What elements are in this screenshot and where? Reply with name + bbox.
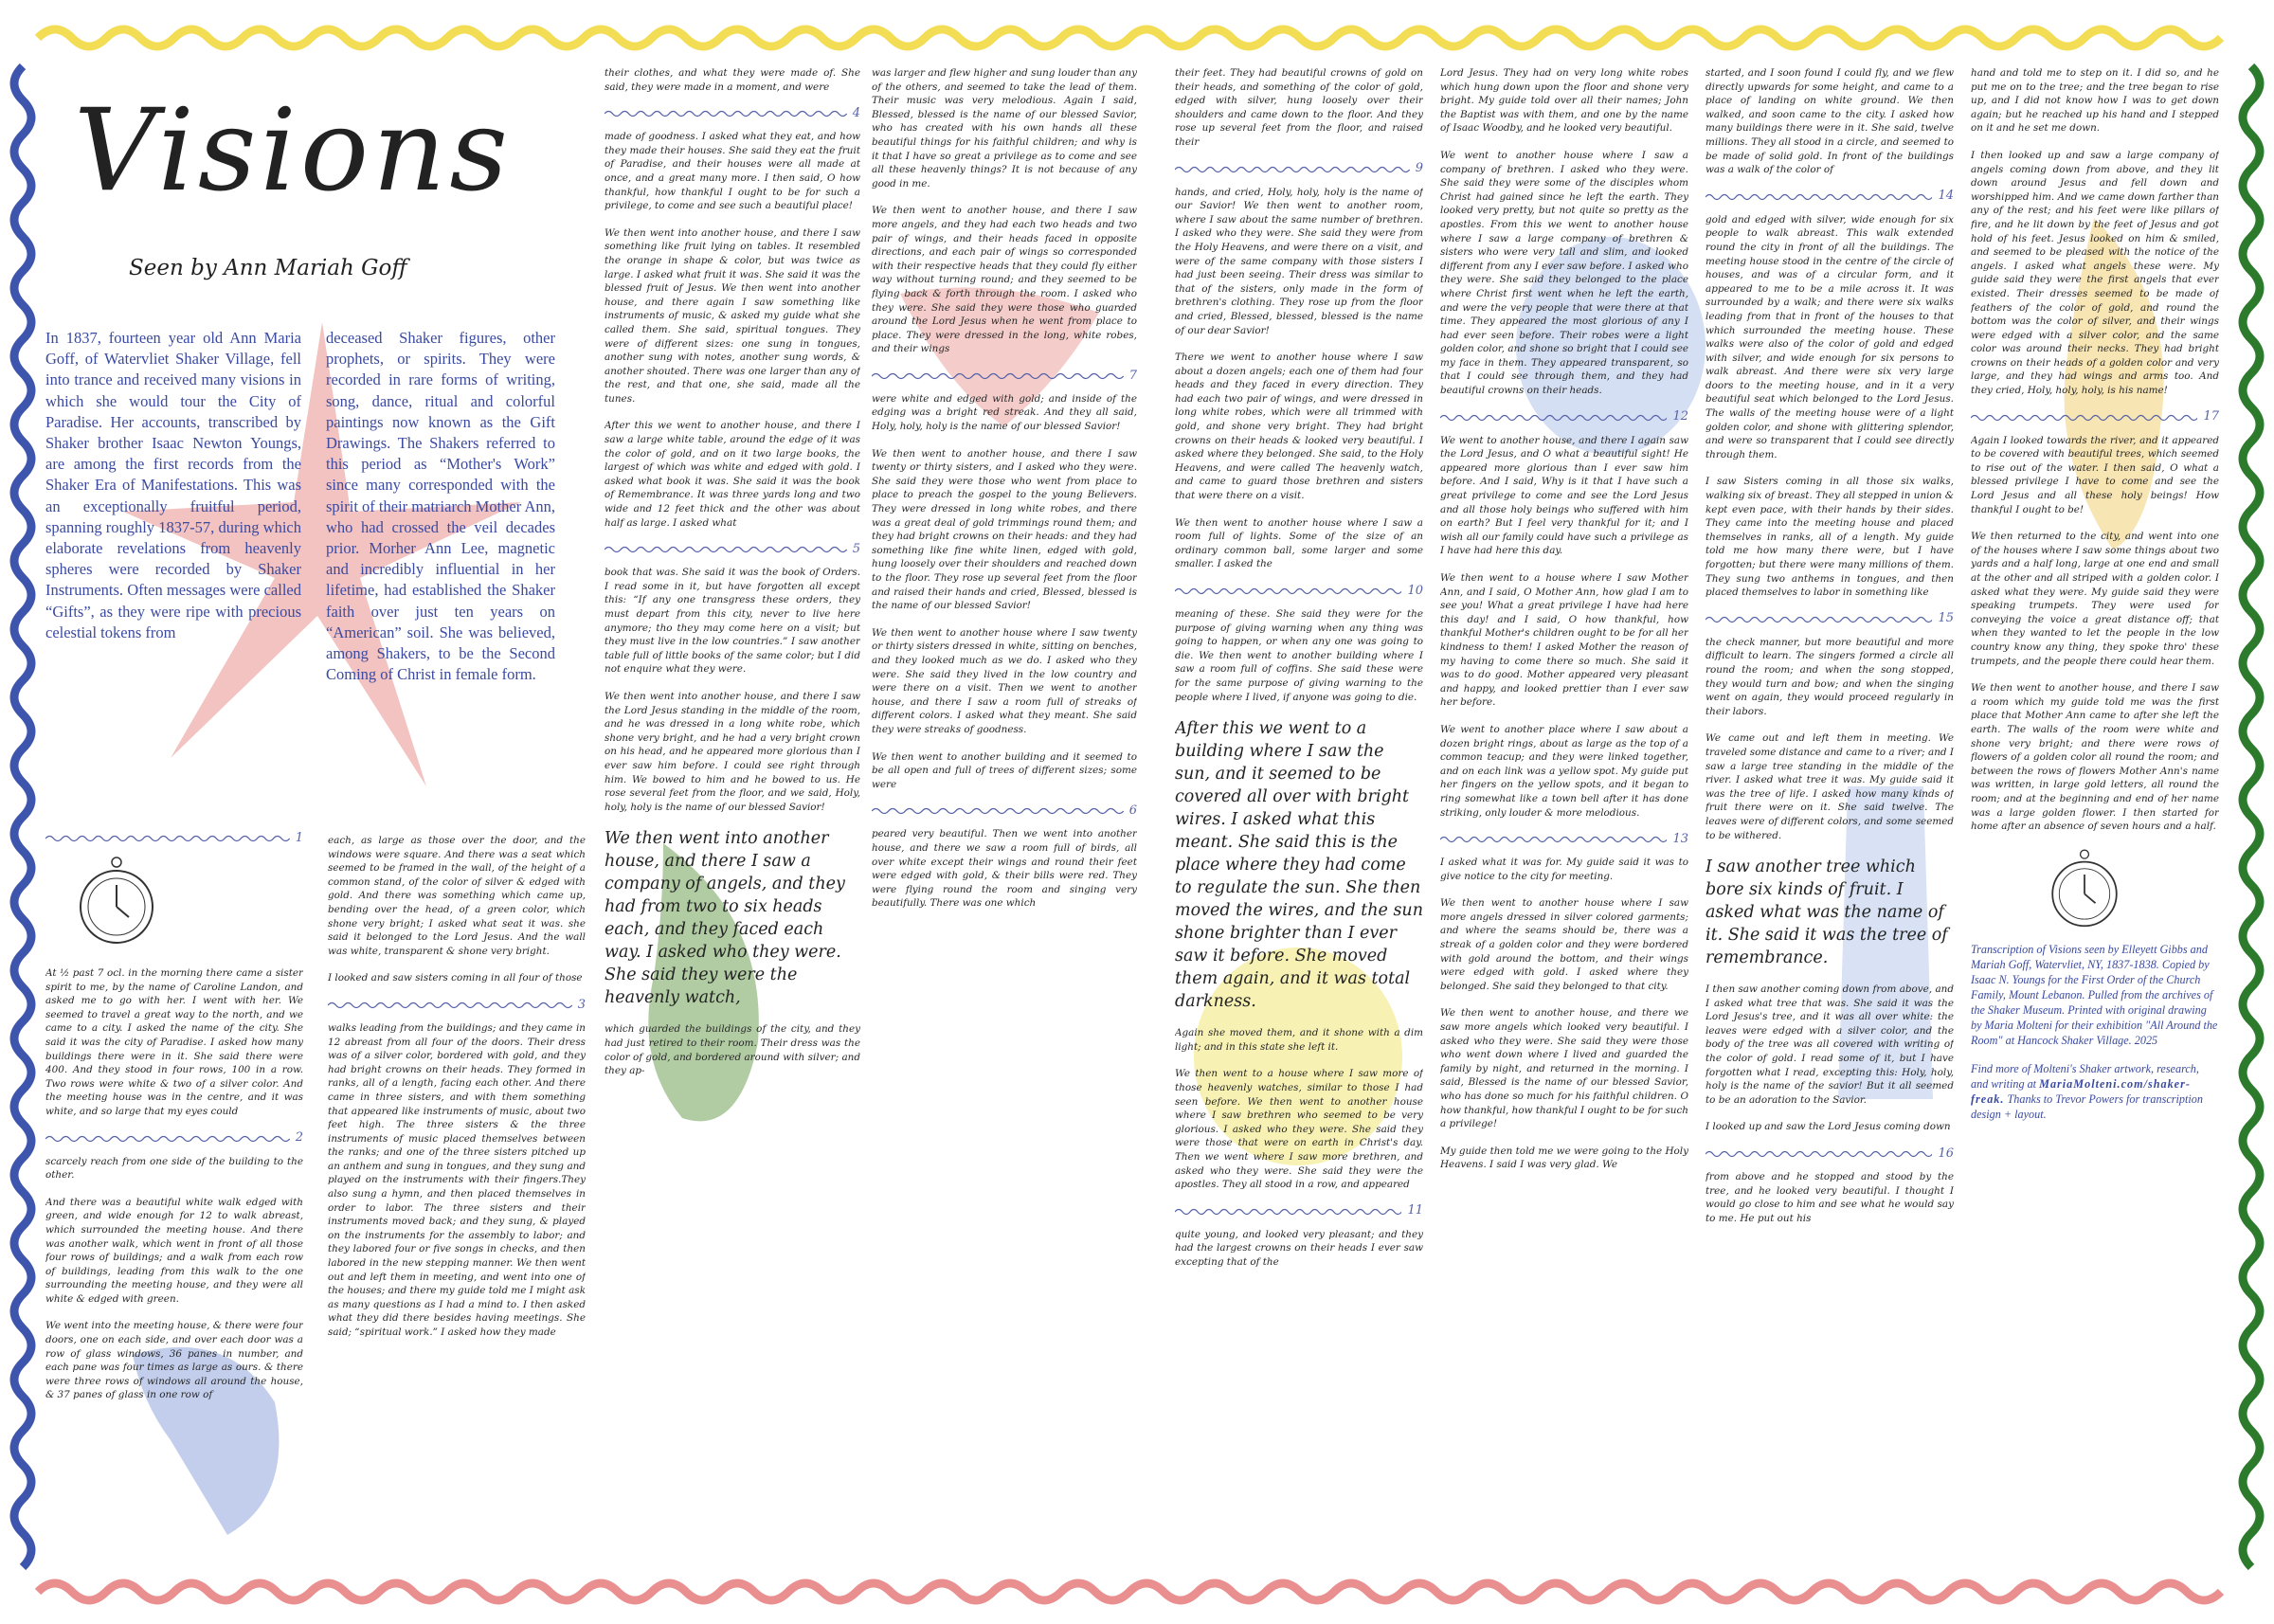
section-number: 16 bbox=[1938, 1146, 1954, 1161]
section-divider bbox=[1175, 163, 1423, 176]
intro-right: deceased Shaker figures, other prophets, or spirits. They were recorded in rare forms of writing, song, dance, ritual and colorful paintings now known as the Gift Drawings. The Shakers referred to this period as “Mother's Work” since many corresponded with the spirit of their matriarch Mother Ann, who had crossed the veil decades prior. Morher Ann Lee, magnetic and incredibly influential in her lifetime, had established the Shaker faith over just ten years on “American” soil. She was believed, among Shakers, to be the Second Coming of Christ in female form. bbox=[326, 329, 555, 684]
text-paragraph: I asked what it was for. My guide said it was to give notice to the city for meeting. bbox=[1440, 857, 1688, 882]
text-paragraph: We then went to another house, and there I saw twenty or thirty sisters, and I asked who they were. She said they were those who went from place to place to preach the gospel to the young Believers. They were dressed in long white robes, and there was a great deal of gold trimmings round them; and they had bright crowns on their heads: and they had something like fine white linen, edged with gold, hung loosely over their shoulders and reached down to the floor. They rose up several feet from the floor and raised their hands and cried, Blessed, blessed is the name of our blessed Savior! bbox=[872, 447, 1137, 612]
text-paragraph: And there was a beautiful white walk edged with green, and wide enough for 12 to walk abreast, which surrounded the meeting house. And there was another walk, which went in front of all those four rows of buildings; and a walk from each row of buildings, leading from this walk to the one surrounding the meeting house, and they were all white & edged with green. bbox=[45, 1196, 303, 1305]
squiggle-rule bbox=[872, 806, 1124, 816]
section-divider bbox=[1706, 613, 1954, 626]
text-paragraph: from above and he stopped and stood by the tree, and he looked very beautiful. I thought I would go close to him and see what he would say to me. He put out his bbox=[1706, 1171, 1954, 1224]
text-paragraph: After this we went to another house, and there I saw a large white table, around the edge of it was the color of gold, and on it two large books, the largest of which was white and edged with gold. I asked what book it was. She said it was the book of Remembrance. It was three yards long and two wide and 12 feet thick and the other was about half as large. I asked what bbox=[605, 420, 860, 529]
section-divider bbox=[872, 370, 1137, 383]
colophon-text: Pulled from the archives of the Shaker Museum. Printed with original drawing by Maria Molteni for their exhibition "All Around the Room" at Hancock Shaker Village. 2025 bbox=[1971, 987, 2218, 1047]
text-paragraph: book that was. She said it was the book of Orders. I read some in it, but have forgotten all except this: “If any one transgress these orders, they must depart from this city, never to live here anymore; tho they may come here on a visit; but they must live in the low countries.” I saw another table full of little books of the same color; but I did not enquire what they were. bbox=[605, 567, 860, 676]
section-number: 1 bbox=[295, 830, 303, 845]
clock-icon bbox=[2047, 847, 2122, 932]
colophon bbox=[1971, 942, 2219, 1122]
squiggle-rule bbox=[1706, 615, 1932, 624]
squiggle-rule bbox=[328, 1001, 572, 1010]
text-paragraph: were white and edged with gold; and inside of the edging was a bright red streak. And they all said, Holy, holy, holy is the name of our blessed Savior! bbox=[872, 392, 1137, 433]
section-number: 2 bbox=[295, 1130, 303, 1146]
column-3 bbox=[605, 66, 860, 1559]
squiggle-rule bbox=[45, 1134, 290, 1144]
text-paragraph: We then went to another house where I saw twenty or thirty sisters dressed in white, sitting on benches, and they looked much as we do. I asked who they were. She said they lived in the low country and were there on a visit. Then we went to another house, and there I saw a room full of streaks of different colors. I asked what they meant. She said they were streaks of goodness. bbox=[872, 626, 1137, 735]
text-paragraph: We then went to another building and it seemed to be all open and full of trees of different sizes; some were bbox=[872, 750, 1137, 790]
text-paragraph: There we went to another house where I saw about a dozen angels; each one of them had four heads and they faced in every direction. They had each two pair of wings, and were dressed in long white robes, which were all trimmed with gold, and shone very bright. They had bright crowns on their heads & looked very beautiful. I asked where they belonged. She said, to the Holy Heavens, and were called The heavenly watch, and came to guard those brethren and sisters that were there on a visit. bbox=[1175, 352, 1423, 502]
bottom-wave-border bbox=[38, 1583, 2221, 1600]
text-paragraph: gold and edged with silver, wide enough for six people to walk abreast. This walk extended round the city in front of all the buildings. The meeting house stood in the centre of the circle of houses, and was of a circular form, and it appeared to me to be a mile across it. It was surrounded by a walk; and there were six walks leading from that in front of the houses to that which surrounded the meeting house. These walks were also of the color of gold and edged with silver, and wide enough for six persons to walk abreast. And there were six very large doors to the meeting house, and in it a very beautiful seat which belonged to the Lord Jesus. The walls of the meeting house were of a light golden color, and shone with glittering splendor, and were so transparent that I could see directly through them. bbox=[1706, 213, 1954, 460]
text-paragraph: We went into the meeting house, & there were four doors, one on each side, and over each door was a row of glass windows, 36 panes in number, and each pane was four times as large as ours. & there were three rows of windows all around the house, & 37 panes of glass in one row of bbox=[45, 1320, 303, 1401]
column-8 bbox=[1971, 66, 2219, 1559]
text-paragraph: We then went into another house, and there I saw the Lord Jesus standing in the middle of the room, and he was dressed in a long white robe, which shone very bright, and he had a very bright crown on his head, and he appeared more glorious than I ever saw him before. I could see right through him. We bowed to him and he bowed to us. He rose several feet from the floor, and we said, Holy, holy, holy is the name of our blessed Savior! bbox=[605, 690, 860, 813]
left-wave-border bbox=[14, 66, 31, 1567]
section-divider bbox=[45, 832, 303, 845]
squiggle-rule bbox=[1175, 586, 1401, 596]
section-divider bbox=[1440, 411, 1688, 424]
pull-quote: After this we went to a building where I saw the sun, and it seemed to be covered all over with bright wires. I asked what this meant. She said this is the place where they had come to regulate the sun. She then moved the wires, and the sun shone brighter than I ever saw it before. She moved them again, and it was total darkness. bbox=[1175, 719, 1423, 1012]
text-paragraph: We then went into another house, and there I saw something like fruit lying on tables. It resembled the orange in shape & color, but was twice as large. I asked what fruit it was. She said it was the blessed fruit of Jesus. We then went into another house, and there again I saw something like instruments of music, & asked my guide what she called them. She said, spiritual tongues. They were of different sizes: one sung in tongues, another sung with notes, another sung words, & another shouted. There was one larger than any of the rest, and that one, she said, made all the tunes. bbox=[605, 226, 860, 405]
squiggle-rule bbox=[1706, 1149, 1932, 1159]
text-paragraph: their feet. They had beautiful crowns of gold on their heads, and something of the color of gold, edged with silver, hung loosely over their shoulders and came down to the floor. And they rose up several feet from the floor, and raised their bbox=[1175, 67, 1423, 148]
text-paragraph: scarcely reach from one side of the building to the other. bbox=[45, 1155, 303, 1182]
section-divider bbox=[1175, 1205, 1423, 1218]
text-paragraph: My guide then told me we were going to the Holy Heavens. I said I was very glad. We bbox=[1440, 1145, 1688, 1171]
text-paragraph: made of goodness. I asked what they eat, and how they made their houses. She said they eat the fruit of Paradise, and their houses were all made at once, and a great many more. I then said, O how thankful, how thankful I ought to be for such a privilege, to come and see such a beautiful place! bbox=[605, 131, 860, 212]
squiggle-rule bbox=[1175, 165, 1410, 174]
text-paragraph: walks leading from the buildings; and they came in 12 abreast from all four of the doors. Their dress was of a silver color, bordered with gold, and they had bright crowns on their heads. They formed in ranks, all of a length, facing each other. And there came in three sisters, and with them something that appeared like instruments of music, about two feet high. The three sisters & the three instruments of music placed themselves between the ranks; and one of the three sisters pitched up an anthem and sung in tongues, and they sung and played on the instruments with their fingers.They also sung a hymn, and then placed themselves in order to labor. The three sisters and their instruments moved back; and they sung, & played on the instruments for the assembly to labor; and they labored four or five songs in checks, and then labored in the new stepping manner. We then went out and left them in meeting, and went into one of the houses; and there my guide told me I might ask as many questions as I had a mind to. I then asked what they did there besides having meetings. She said; “spiritual work.” I asked how they made bbox=[328, 1021, 586, 1338]
pull-quote: I saw another tree which bore six kinds of fruit. I asked what was the name of it. She said it was the tree of remembrance. bbox=[1706, 857, 1948, 968]
column-1 bbox=[45, 824, 303, 1559]
section-number: 12 bbox=[1672, 409, 1688, 424]
section-number: 17 bbox=[2203, 409, 2219, 424]
column-4 bbox=[872, 66, 1137, 1559]
text-paragraph: I looked and saw sisters coming in all four of those bbox=[328, 972, 583, 984]
page-subtitle: Seen by Ann Mariah Goff bbox=[129, 256, 407, 280]
right-page bbox=[1175, 66, 2229, 1559]
text-paragraph: started, and I soon found I could fly, and we flew directly upwards for some height, and came to a place of landing on white ground. We then walked, and soon came to the city. I asked how many buildings there were in it. She said, twelve millions. They all stood in a circle, and seemed to be made of solid gold. In front of the buildings was a walk of the color of bbox=[1706, 67, 1954, 176]
top-wave-border bbox=[38, 29, 2221, 46]
text-paragraph: We then went to another house where I saw a room full of lights. Some of the size of an ordinary common ball, some larger and some smaller. I asked the bbox=[1175, 516, 1423, 570]
text-paragraph: Lord Jesus. They had on very long white robes which hung down upon the floor and shone very bright. My guide told over all their names; John the Baptist was with them, and one by the name of Isaac Woodby, and he looked very beautiful. bbox=[1440, 67, 1688, 135]
section-number: 11 bbox=[1407, 1203, 1423, 1218]
squiggle-rule bbox=[1706, 192, 1932, 202]
column-7 bbox=[1706, 66, 1954, 1559]
section-number: 14 bbox=[1938, 189, 1954, 204]
section-divider bbox=[1440, 833, 1688, 846]
clock-icon bbox=[74, 855, 159, 949]
section-number: 6 bbox=[1128, 803, 1137, 819]
section-divider bbox=[872, 804, 1137, 818]
page-title: Visions bbox=[74, 85, 513, 217]
text-paragraph: We then returned to the city, and went into one of the houses where I saw some things about two yards and a half long, large at one end and small at the other and all striped with a golden color. I asked what they were. My guide said they were speaking trumpets. They were used for conveying the voice a great distance off; that when they wanted to let the people in the low country know any thing, they spoke thro' these trumpets, and the people there could hear them. bbox=[1971, 531, 2219, 667]
text-paragraph: We then went to another house, and there I saw more angels, and they had each two heads and two pair of wings, and their heads faced in opposite directions, and each pair of wings so corresponded with their respective heads that they could fly either way without turning round; and they seemed to be flying back & forth through the room. I asked who they were. She said they were those who guarded around the Lord Jesus when he went from place to place. They were dressed in the long, white robes, and their wings bbox=[872, 205, 1137, 355]
section-number: 10 bbox=[1407, 583, 1423, 598]
section-divider bbox=[605, 107, 860, 120]
section-number: 13 bbox=[1672, 831, 1688, 846]
pull-quote: We then went into another house, and there I saw a company of angels, and they had from two to six heads each, and they faced each way. I asked who they were. She said they were the heavenly watch, bbox=[605, 829, 845, 1008]
squiggle-rule bbox=[1971, 413, 2197, 423]
colophon-text: Transcription of bbox=[1971, 942, 2048, 956]
column-2 bbox=[328, 834, 586, 1559]
text-paragraph: We then went to a house where I saw Mother Ann, and I said, O Mother Ann, how glad I am to see you! What a great privilege I have had here this day! and I said, O how thankful, how thankful Mother's children ought to be for all her kindness to them! I asked Mother the reason of my having to come there so much. She said it was to do good. Mother appeared very pleasant and happy, and looked prettier than I ever saw her before. bbox=[1440, 572, 1688, 709]
text-paragraph: We then went to another house, and there we saw more angels which looked very beautiful. I asked who they were. She said they were those who went down where I lived and guarded the family by night, and returned in the morning. I said, Blessed is the name of our blessed Savior, who has done so much for his faithful children. O how thankful, how thankful I ought to be for such a privilege! bbox=[1440, 1007, 1688, 1130]
section-divider bbox=[1706, 1147, 1954, 1161]
text-paragraph: We came out and left them in meeting. We traveled some distance and came to a river; and I saw a large tree standing in the middle of the river. I asked what tree it was. My guide said it was the tree of life. I asked how many kinds of fruit there were on it. She said twelve. The leaves were of different colors, and some seemed to be withered. bbox=[1706, 732, 1954, 841]
section-divider bbox=[45, 1132, 303, 1146]
section-number: 3 bbox=[577, 997, 586, 1012]
text-paragraph: each, as large as those over the door, and the windows were square. And there was a seat which seemed to be framed in the wall, of the height of a common stand, of the color of silver & edged with gold. And there was something which came up, bending over the head, of a green color, which shone very bright; I asked what seat it was. she said it belonged to the Lord Jesus. And the wall was white, transparent & shone very bright. bbox=[328, 835, 586, 957]
text-paragraph: hand and told me to step on it. I did so, and he put me on to the tree; and the tree began to rise up, and I did not know how I was to get down again; but he reached up his hand and I stepped on it and he set me down. bbox=[1971, 67, 2219, 135]
text-paragraph: At ½ past 7 ocl. in the morning there came a sister spirit to me, by the name of Caroline Landon, and asked me to go with her. I went with her. We seemed to travel a great way to the north, and we came to a city. I asked the name of the city. She said it was the city of Paradise. I asked how many buildings there were in it. She said there were 400. And they stood in four rows, 100 in a row. Two rows were white & two of a silver color. And the meeting house was in the centre, and it was white, and so large that my eyes could bbox=[45, 967, 303, 1117]
squiggle-rule bbox=[872, 371, 1124, 381]
text-paragraph: their clothes, and what they were made of. She said, they were made in a moment, and were bbox=[605, 67, 860, 93]
text-paragraph: peared very beautiful. Then we went into another house, and there we saw a room full of birds, all over white except their wings and round their feet were edged with gold, & their bills were red. They were flying round the room and singing very beautifully. There was one which bbox=[872, 828, 1137, 910]
colophon-transcription bbox=[1971, 942, 2219, 1048]
intro-left: In 1837, fourteen year old Ann Maria Goff, of Watervliet Shaker Village, fell into trance and received many visions in which she would tour the City of Paradise. Her accounts, transcribed by Shaker brother Isaac Newton Youngs, are among the first records from the Shaker Era of Manifestations. This was an exceptionally fruitful period, spanning roughly 1837-57, during which elaborate revelations from heavenly spheres were recorded by Shaker Instruments. Often messages were called “Gifts”, as they were ripe with precious celestial tokens from bbox=[45, 329, 301, 641]
section-number: 9 bbox=[1415, 161, 1423, 176]
section-number: 7 bbox=[1128, 368, 1137, 383]
text-paragraph: I looked up and saw the Lord Jesus coming down bbox=[1706, 1121, 1951, 1133]
squiggle-rule bbox=[605, 545, 847, 554]
section-divider bbox=[605, 543, 860, 556]
section-number: 15 bbox=[1938, 611, 1954, 626]
text-paragraph: meaning of these. She said they were for the purpose of giving warning when any thing was going to happen, or when any one was going to die. We then went to another building where I saw a room full of coffins. She said these were for the same purpose of giving warning to the people where I lived, if anyone was going to die. bbox=[1175, 608, 1423, 703]
text-paragraph: I saw Sisters coming in all those six walks, walking six of breast. They all stepped in union & kept even pace, with their hands by their sides. They came into the meeting house and placed themselves in ranks, all of a length. My guide told me how many there were, but I have forgotten; but there were many millions of them. They sung two anthems in tongues, and then placed themselves to labor in something like bbox=[1706, 476, 1954, 599]
section-divider bbox=[1175, 585, 1423, 598]
section-divider bbox=[1971, 411, 2219, 424]
text-paragraph: We then went to a house where I saw more of those heavenly watches, similar to those I had seen before. We then went to another house where I saw brethren who seemed to be very glorious. I asked who they were. She said they were those that were on earth in Christ's day. Then we went where I saw more brethren, and asked who they were. She said they were the apostles. They all stood in a row, and appeared bbox=[1175, 1068, 1423, 1191]
squiggle-rule bbox=[605, 109, 847, 118]
colophon-text: Thanks to Trevor Powers for transcription design + layout. bbox=[1971, 1092, 2203, 1121]
text-paragraph: Again I looked towards the river, and it appeared to be covered with beautiful trees, which seemed to rise out of the water. I then said, O what a blessed privilege I have to come and see the Lord Jesus and all these holy beings! How thankful I ought to be! bbox=[1971, 434, 2219, 515]
text-paragraph: the check manner, but more beautiful and more difficult to learn. The singers formed a circle all round the room; and when the song stopped, they would turn and bow; and when the singing went on again, they would proceed regularly in their labors. bbox=[1706, 636, 1954, 717]
text-paragraph: hands, and cried, Holy, holy, holy is the name of our Savior! We then went to another room, where I saw about the same number of brethren. I asked who they were. She said they were from the Holy Heavens, and were there on a visit, and were of the same company with those sisters I had just been seeing. Their dress was similar to that of the sisters, only made in the form of brethren's clothing. They rose up from the floor and cried, Blessed, blessed, blessed is the name of our dear Savior! bbox=[1175, 186, 1423, 336]
section-number: 5 bbox=[852, 541, 860, 556]
colophon-source-title: Visions seen by Elleyett Gibbs and Mariah Goff, Watervliet, NY, 1837-1838. Copied by Isaac N. Youngs for the First Order of the Church Family, Mount Lebanon. bbox=[1971, 942, 2210, 1001]
colophon-text: Find more of Molteni's Shaker artwork, research, and writing at bbox=[1971, 1061, 2199, 1091]
text-paragraph: quite young, and looked very pleasant; and they had the largest crowns on their heads I ever saw excepting that of the bbox=[1175, 1228, 1423, 1268]
text-paragraph: We went to another place where I saw about a dozen bright rings, about as large as the top of a common teacup; and they were linked together, and on each link was a yellow spot. My guide put her fingers on the yellow spots, and it began to ring somewhat like a town bell after it has done striking, only louder & more melodious. bbox=[1440, 723, 1688, 819]
squiggle-rule bbox=[1440, 835, 1667, 844]
website-link[interactable]: MariaMolteni.com/shaker-freak. bbox=[1971, 1076, 2191, 1106]
text-paragraph: Again she moved them, and it shone with a dim light; and in this state she left it. bbox=[1175, 1027, 1423, 1053]
squiggle-rule bbox=[45, 834, 290, 843]
column-5 bbox=[1175, 66, 1423, 1559]
text-paragraph: We went to another house, and there I again saw the Lord Jesus, and O what a beautiful sight! He appeared more glorious than I ever saw him before. And I said, Why is it that I have such a great privilege to come and see the Lord Jesus and all those holy beings who suffered with him on earth? But I feel very thankful for it; and I wish all our family could have such a privilege as I have had here this day. bbox=[1440, 434, 1688, 557]
text-paragraph: which guarded the buildings of the city, and they had just retired to their room. Their dress was the color of gold, and bordered around with silver; and they ap- bbox=[605, 1023, 860, 1077]
section-divider bbox=[328, 999, 586, 1012]
text-paragraph: was larger and flew higher and sung louder than any of the others, and seemed to take the lead of them. Their music was very melodious. Again I said, Blessed, blessed is the name of our blessed Savior, who has created with his own hands all these beautiful things for his faithful children; and why is it that I have so great a privilege as to come and see all these heavenly things? It is not because of any good in me. bbox=[872, 67, 1137, 189]
text-paragraph: I then looked up and saw a large company of angels coming down from above, and they lit down around Jesus and fell down and worshipped him. And we came down farther than any of the rest; and his feet were like pillars of fire, and he lit down by the feet of Jesus and got hold of his feet. Jesus looked on him & smiled, and seemed to be pleased with the notice of the angels. I asked what angels these were. My guide said they were the first angels that ever existed. Their dresses seemed to be made of feathers of the color of gold, and round the bottom was the color of silver, and their wings were edged with a silver color, and the same color was around their necks. They had bright crowns on their heads of a golden color and very large, and they had wings and arms too. And they cried, Holy, holy, holy, is his name! bbox=[1971, 149, 2219, 397]
section-number: 4 bbox=[852, 105, 860, 120]
section-divider bbox=[1706, 190, 1954, 204]
left-page bbox=[45, 66, 1156, 1559]
column-6 bbox=[1440, 66, 1688, 1559]
squiggle-rule bbox=[1175, 1207, 1401, 1217]
right-wave-border bbox=[2243, 66, 2260, 1567]
text-paragraph: We then went to another house where I saw more angels dressed in silver colored garments; and where the seams should be, there was a streak of a golden color and they were bordered with gold around the bottom, and their wings were edged with gold. I asked where they belonged. She said they belonged to that city. bbox=[1440, 897, 1688, 992]
text-paragraph: I then saw another coming down from above, and I asked what tree that was. She said it was the Lord Jesus's tree, and it was all over white: the leaves were edged with a silver color, and the body of the tree was all covered with writing of the color of gold. I read some of it, but I have forgotten what I read, excepting this: Holy, holy, holy is the name of the savior! But it all seemed to be an adoration to the Savior. bbox=[1706, 983, 1954, 1106]
text-paragraph: We went to another house where I saw a company of brethren. I asked who they were. She said they were some of the disciples whom Christ had gained since he left the earth. They looked very pretty, but not quite so pretty as the apostles. From this we went to another house where I saw a large company of brethren & sisters who were very tall and slim, and looked different from any I ever saw before. I asked who they were. She said they belonged to the place where Christ first went when he left the earth, and were the very people that were there at that time. They appeared the most glorious of any I had ever seen before. Their robes were a light golden color, and shone so bright that I could see my face in them. They appeared transparent, so that I could see through them, and they had beautiful crowns on their heads. bbox=[1440, 149, 1688, 397]
text-paragraph: We then went to another house, and there I saw a room which my guide told me was the first place that Mother Ann came to after she left the earth. The walls of the room were white and shone very bright; and there were rows of flowers of a golden color all round the room; and between the rows of flowers Mother Ann's name was written, in large gold letters, all round the room; and at the beginning and end of her name was a large golden flower. I then started for home after an absence of seven hours and a half. bbox=[1971, 682, 2219, 833]
squiggle-rule bbox=[1440, 413, 1667, 423]
colophon-more bbox=[1971, 1061, 2219, 1122]
